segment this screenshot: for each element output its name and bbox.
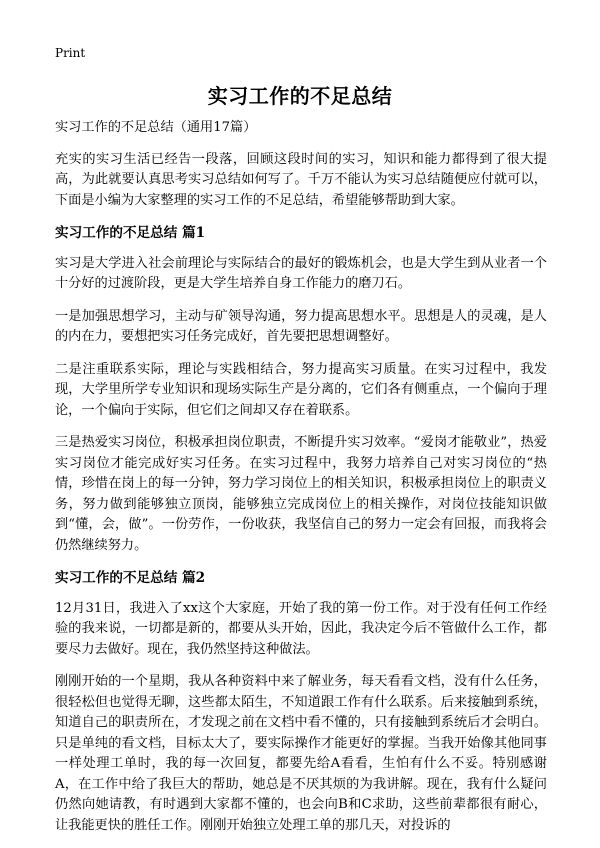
document-body bbox=[55, 118, 547, 848]
section1-paragraph: 实习是大学进入社会前理论与实际结合的最好的锻炼机会，也是大学生到从业者一个十分好的过渡阶段，更是大学生培养自身工作能力的磨刀石。 bbox=[55, 255, 547, 291]
document-subtitle: 实习工作的不足总结（通用17篇） bbox=[55, 120, 257, 135]
print-link[interactable]: Print bbox=[55, 46, 86, 60]
section1-paragraph: 一是加强思想学习，主动与矿领导沟通，努力提高思想水平。思想是人的灵魂，是人的内在力，要想把实习任务完成好，首先要把思想调整好。 bbox=[55, 308, 547, 344]
section1-paragraph: 三是热爱实习岗位，积极承担岗位职责，不断提升实习效率。“爱岗才能敬业”，热爱实习岗位才能完成好实习任务。在实习过程中，我努力培养自己对实习岗位的“热情，珍惜在岗上的每一分钟，努力学习岗位上的相关知识，积极承担岗位上的职责义务，努力做到能够独立顶岗，能够独立完成岗位上的相关操作，对岗位技能知识做到“懂，会，做”。一份劳作，一份收获，我坚信自己的努力一定会有回报，而我将会仍然继续努力。 bbox=[55, 435, 547, 553]
section1-paragraph: 二是注重联系实际，理论与实践相结合，努力提高实习质量。在实习过程中，我发现，大学里所学专业知识和现场实际生产是分离的，它们各有侧重点，一个偏向于理论，一个偏向于实际，但它们之间却又存在着联系。 bbox=[55, 361, 547, 418]
section2-paragraph: 12月31日，我进入了xx这个大家庭，开始了我的第一份工作。对于没有任何工作经验的我来说，一切都是新的，都要从头开始，因此，我决定今后不管做什么工作，都要尽力去做好。现在，我仍然坚持这种做法。 bbox=[55, 600, 547, 657]
section-heading-2: 实习工作的不足总结 篇2 bbox=[55, 570, 206, 586]
page-title: 实习工作的不足总结 bbox=[207, 84, 393, 108]
section2-paragraph: 刚刚开始的一个星期，我从各种资料中来了解业务，每天看看文档，没有什么任务，很轻松但也觉得无聊，这些都太陌生，不知道跟工作有什么联系。后来接触到系统，知道自己的职责所在，才发现之前在文档中看不懂的，只有接触到系统后才会明白。只是单纯的看文档，目标太大了，要实际操作才能更好的掌握。当我开始像其他同事一样处理工单时，我的每一次回复，都要先给A看看，生怕有什么不妥。特别感谢A，在工作中给了我巨大的帮助，她总是不厌其烦的为我讲解。现在，我有什么疑问仍然向她请教，有时遇到大家都不懂的，也会向B和C求助，这些前辈都很有耐心，让我能更快的胜任工作。刚刚开始独立处理工单的那几天，对投诉的 bbox=[55, 674, 547, 833]
section-heading-1: 实习工作的不足总结 篇1 bbox=[55, 225, 206, 241]
intro-paragraph: 充实的实习生活已经告一段落，回顾这段时间的实习，知识和能力都得到了很大提高，为此就要认真思考实习总结如何写了。千万不能认为实习总结随便应付就可以，下面是小编为大家整理的实习工作的不足总结，希望能够帮助到大家。 bbox=[55, 151, 547, 208]
